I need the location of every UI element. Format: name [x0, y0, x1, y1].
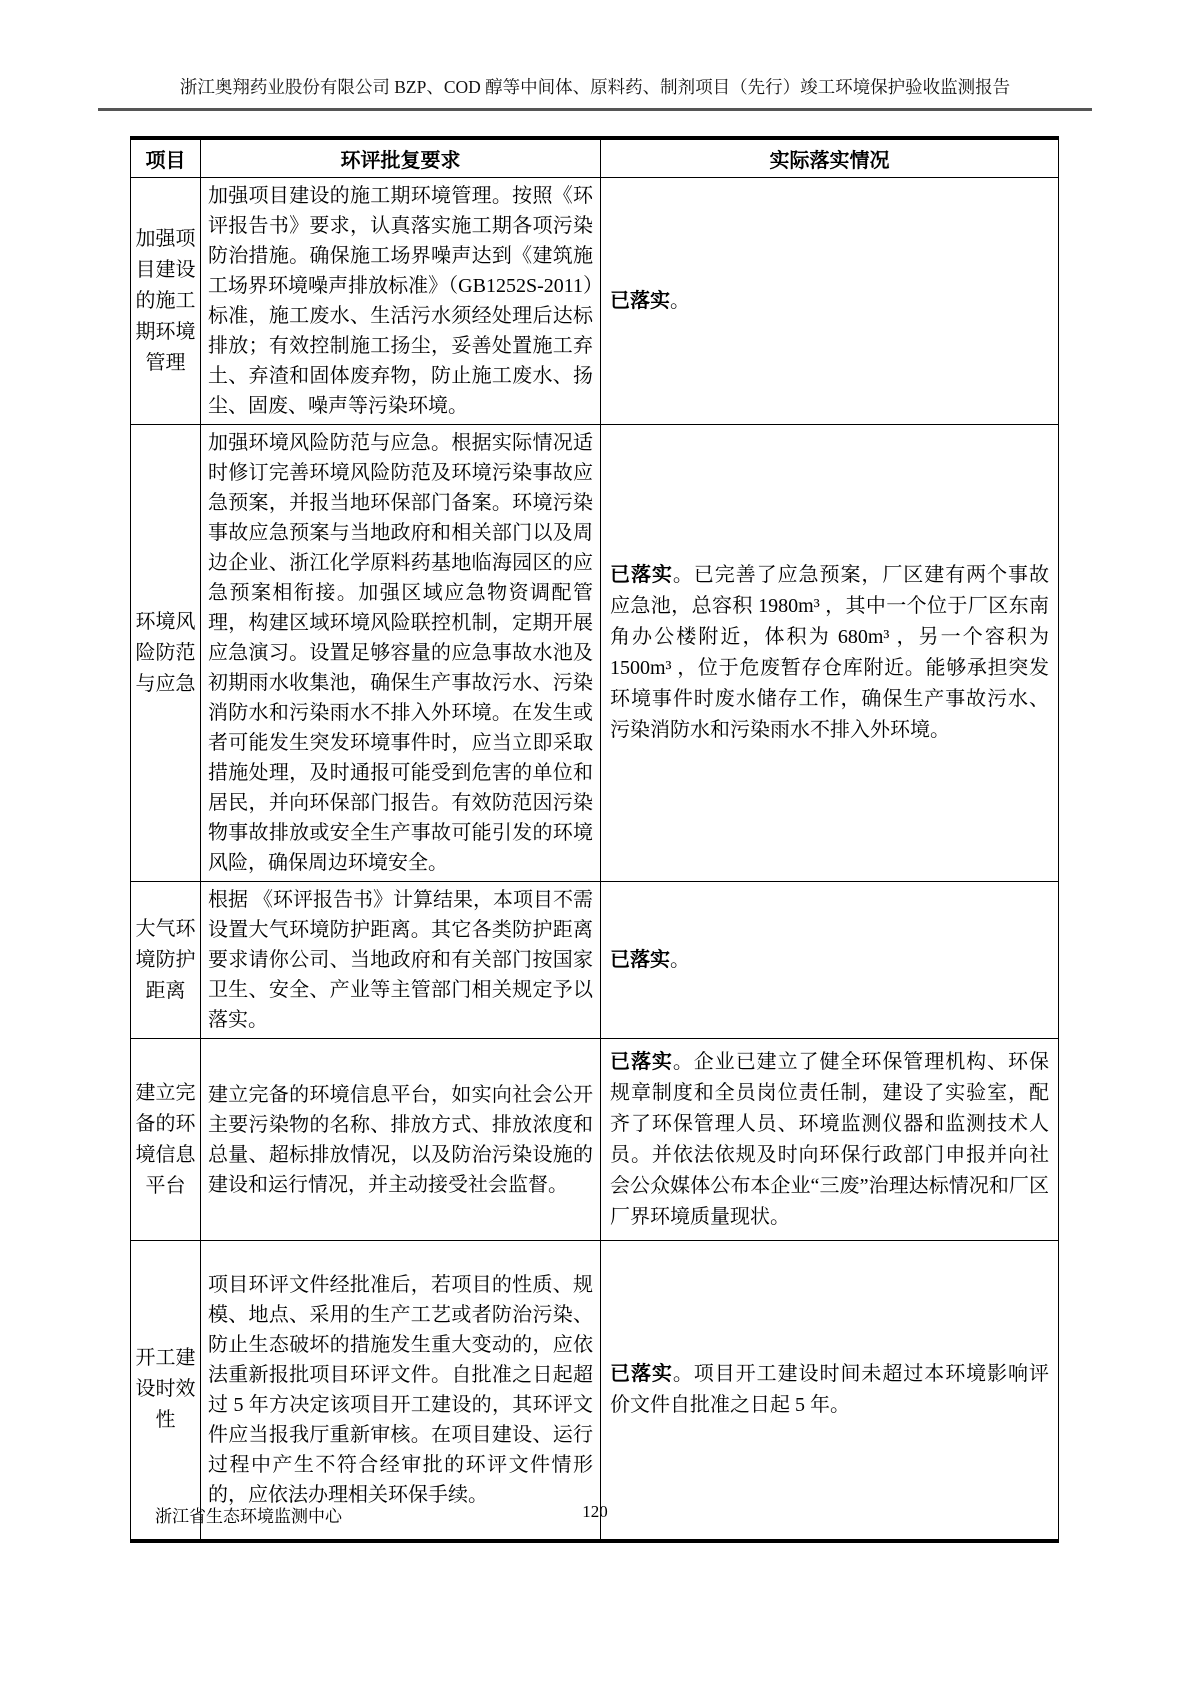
row-item-label: 环境风险防范与应急 — [131, 425, 201, 882]
report-title: 浙江奥翔药业股份有限公司 BZP、COD 醇等中间体、原料药、制剂项目（先行）竣工环境保护验收监测报告 — [179, 77, 1011, 97]
row-requirement-text: 根据 《环评报告书》计算结果，本项目不需设置大气环境防护距离。其它各类防护距离要求请你公司、当地政府和有关部门按国家卫生、安全、产业等主管部门相关规定予以落实。 — [201, 882, 601, 1039]
row-status-text — [601, 178, 1059, 425]
row-item-label: 开工建设时效性 — [131, 1241, 201, 1541]
document-footer — [0, 1502, 1190, 1526]
column-header-status: 实际落实情况 — [601, 138, 1059, 178]
status-detail-text: 。项目开工建设时间未超过本环境影响评价文件自批准之日起 5 年。 — [610, 1362, 1050, 1416]
page-number: 120 — [582, 1502, 608, 1521]
row-status-text — [601, 425, 1059, 882]
row-item-label: 加强项目建设的施工期环境管理 — [131, 178, 201, 425]
column-header-requirement: 环评批复要求 — [201, 138, 601, 178]
row-status-text — [601, 1039, 1059, 1241]
footer-organization: 浙江省生态环境监测中心 — [155, 1507, 342, 1526]
document-header — [98, 0, 1092, 111]
row-status-text — [601, 1241, 1059, 1541]
table-row-environment-info-platform — [131, 1039, 1059, 1241]
status-detail-text: 。已完善了应急预案，厂区建有两个事故应急池，总容积 1980m³ ，其中一个位于厂区东南角办公楼附近，体积为 680m³ ，另一个容积为 1500m³ ，位于危废暂存仓库附近。能够承担突发环境事件时废水储存工作，确保生产事故污水、污染消防水和污染雨水不排入外环境。 — [610, 564, 1050, 741]
status-implemented-label: 已落实 — [610, 948, 670, 971]
table-header-row — [131, 138, 1059, 178]
row-status-text — [601, 882, 1059, 1039]
status-detail-text: 。企业已建立了健全环保管理机构、环保规章制度和全员岗位责任制，建设了实验室，配齐了环保管理人员、环境监测仪器和监测技术人员。并依法依规及时向环保行政部门申报并向社会公众媒体公布本企业“三废”治理达标情况和厂区厂界环境质量现状。 — [610, 1050, 1050, 1228]
row-requirement-text: 项目环评文件经批准后，若项目的性质、规模、地点、采用的生产工艺或者防治污染、防止生态破坏的措施发生重大变动的，应依法重新报批项目环评文件。自批准之日起超过 5 年方决定该项目开工建设的，其环评文件应当报我厅重新审核。在项目建设、运行过程中产生不符合经审批的环评文件情形的，应依法办理相关环保手续。 — [201, 1241, 601, 1541]
table-row-atmospheric-protection-distance — [131, 882, 1059, 1039]
status-detail-text: 。 — [670, 289, 690, 312]
row-item-label: 大气环境防护距离 — [131, 882, 201, 1039]
row-requirement-text: 加强环境风险防范与应急。根据实际情况适时修订完善环境风险防范及环境污染事故应急预案，并报当地环保部门备案。环境污染事故应急预案与当地政府和相关部门以及周边企业、浙江化学原料药基地临海园区的应急预案相衔接。加强区域应急物资调配管理，构建区域环境风险联控机制，定期开展应急演习。设置足够容量的应急事故水池及初期雨水收集池，确保生产事故污水、污染消防水和污染雨水不排入外环境。在发生或者可能发生突发环境事件时，应当立即采取措施处理，及时通报可能受到危害的单位和居民，并向环保部门报告。有效防范因污染物事故排放或安全生产事故可能引发的环境风险，确保周边环境安全。 — [201, 425, 601, 882]
column-header-item: 项目 — [131, 138, 201, 178]
status-implemented-label: 已落实 — [610, 289, 670, 312]
status-implemented-label: 已落实 — [610, 1362, 673, 1385]
row-item-label: 建立完备的环境信息平台 — [131, 1039, 201, 1241]
status-implemented-label: 已落实 — [610, 1050, 673, 1073]
status-implemented-label: 已落实 — [610, 564, 673, 586]
row-requirement-text: 建立完备的环境信息平台，如实向社会公开主要污染物的名称、排放方式、排放浓度和总量、超标排放情况，以及防治污染设施的建设和运行情况，并主动接受社会监督。 — [201, 1039, 601, 1241]
table-row-construction-start-validity — [131, 1241, 1059, 1541]
table-row-construction-management — [131, 178, 1059, 425]
row-requirement-text: 加强项目建设的施工期环境管理。按照《环评报告书》要求，认真落实施工期各项污染防治措施。确保施工场界噪声达到《建筑施工场界环境噪声排放标准》（GB1252S-2011）标准，施工废水、生活污水须经处理后达标排放；有效控制施工扬尘，妥善处置施工弃土、弃渣和固体废弃物，防止施工废水、扬尘、固废、噪声等污染环境。 — [201, 178, 601, 425]
eia-approval-table — [130, 136, 1059, 1543]
table-row-risk-emergency — [131, 425, 1059, 882]
status-detail-text: 。 — [670, 948, 690, 971]
